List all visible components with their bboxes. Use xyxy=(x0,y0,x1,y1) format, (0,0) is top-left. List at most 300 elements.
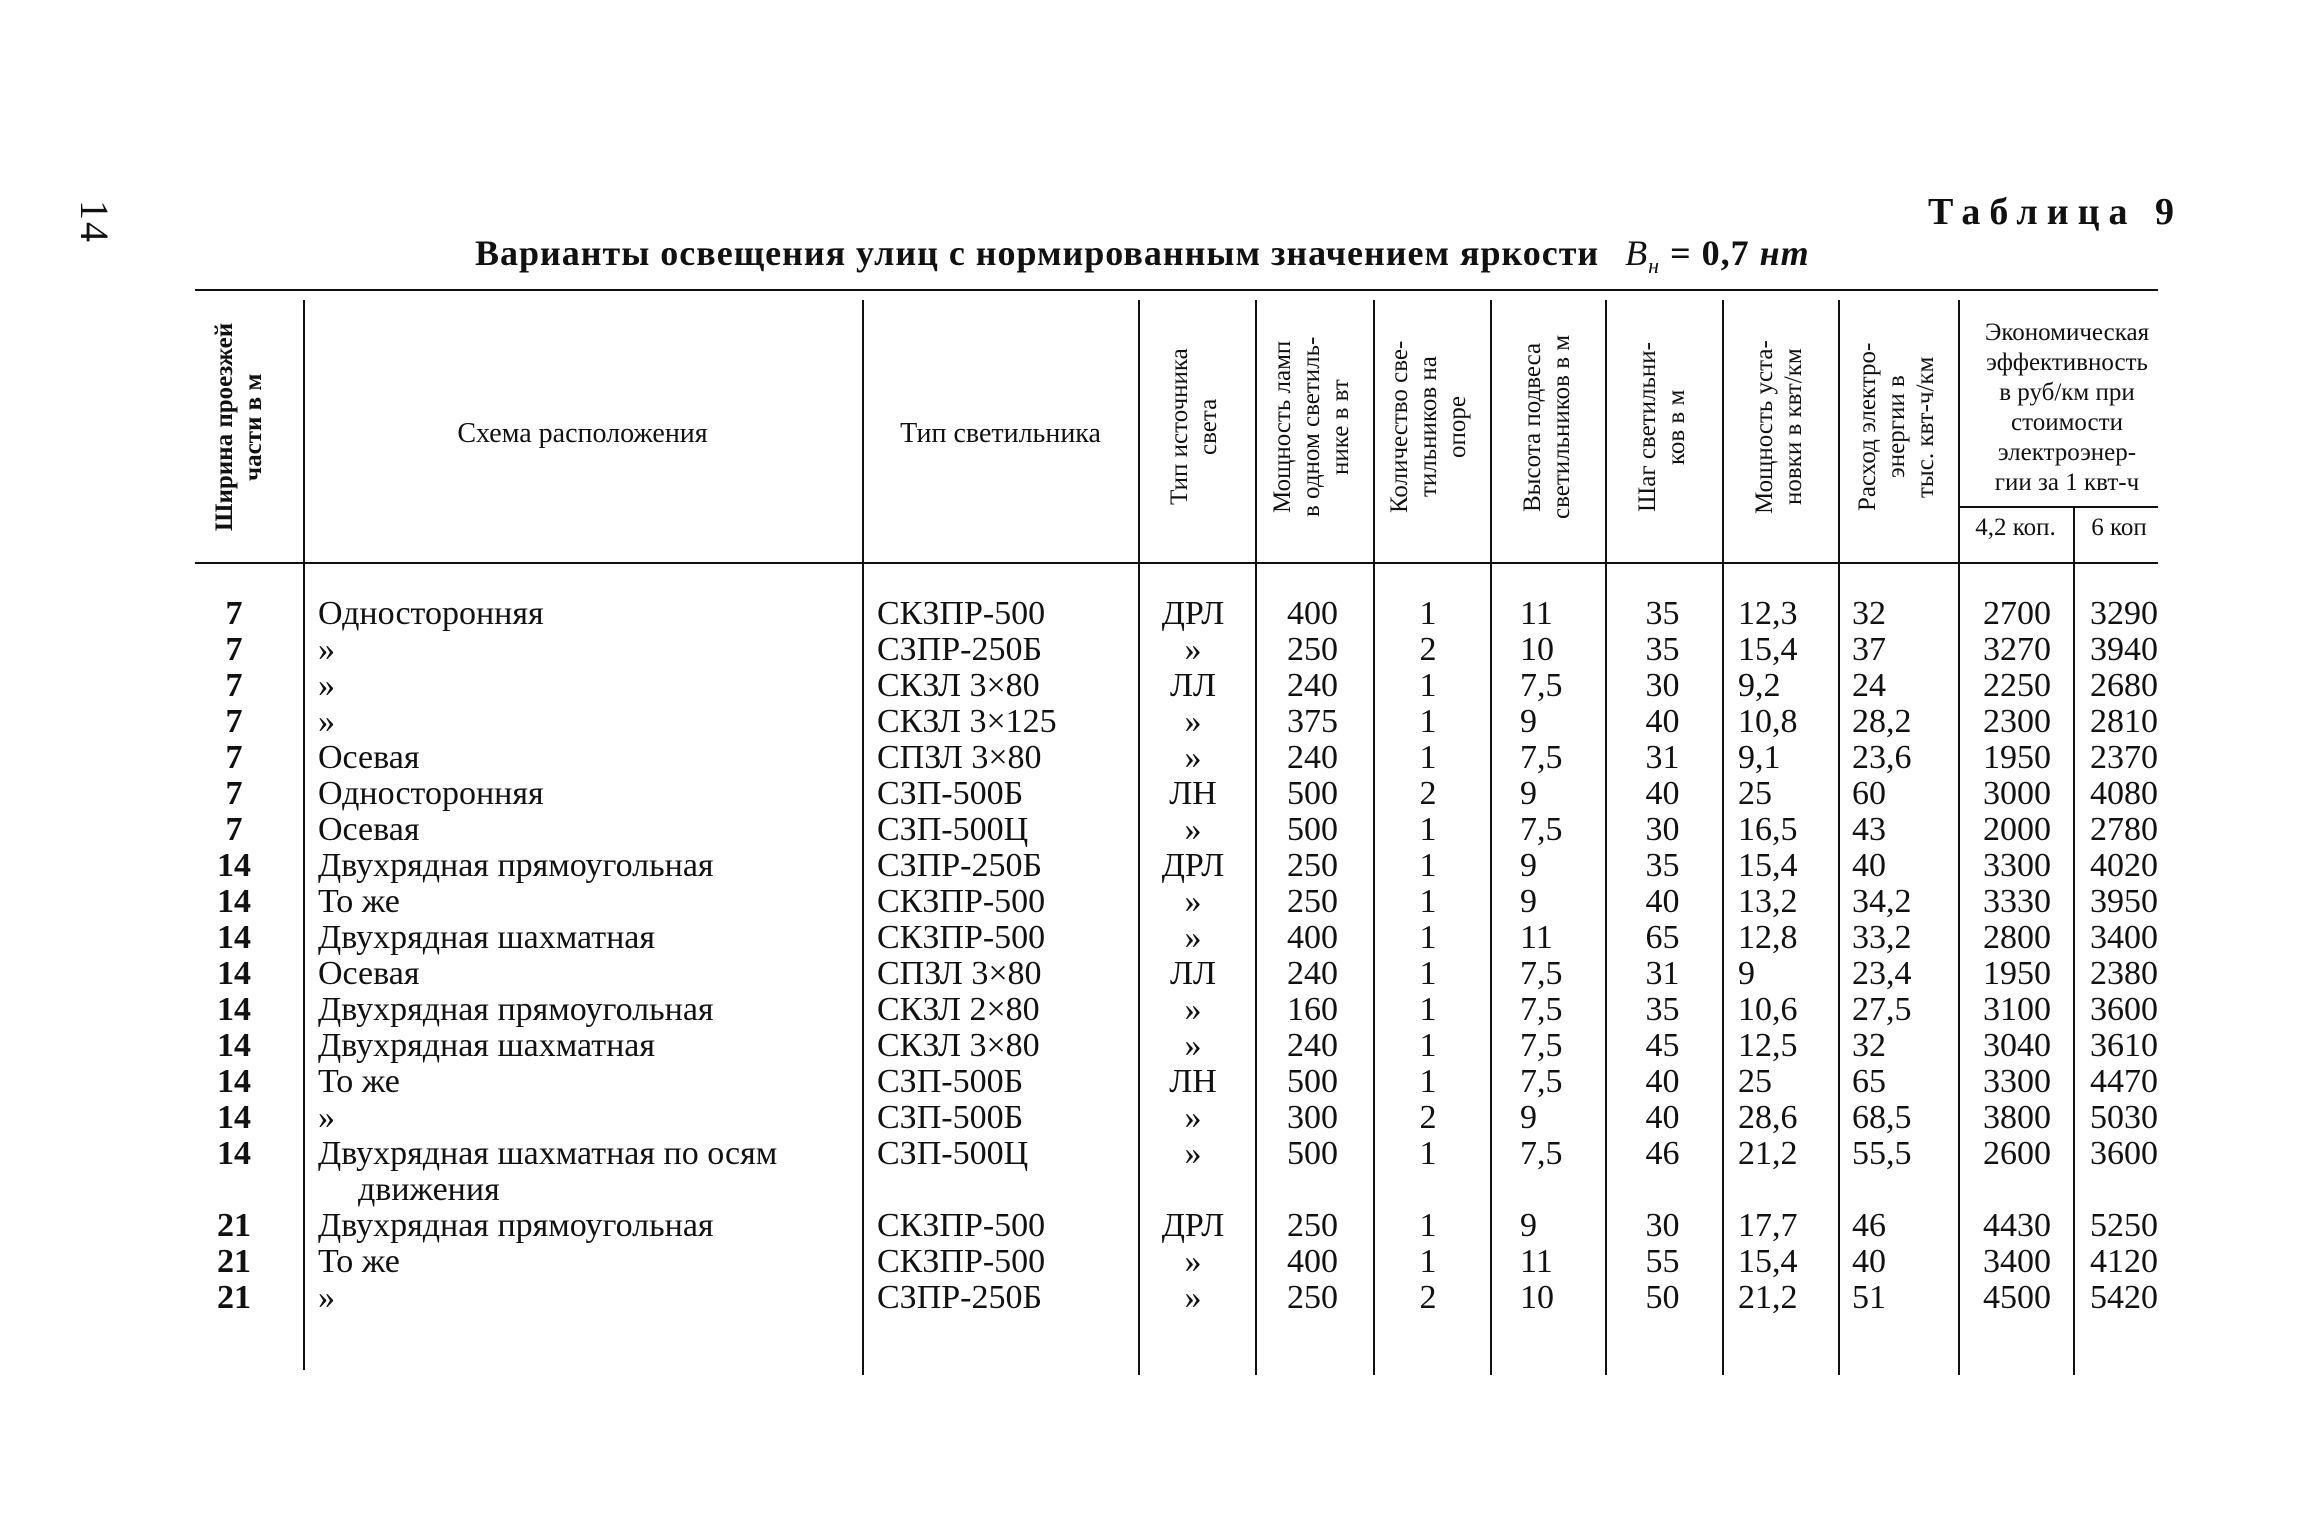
cell-step: 30 xyxy=(1645,667,1680,704)
cell-count: 1 xyxy=(1419,1135,1437,1172)
page-number: 14 xyxy=(72,200,117,244)
cell-install: 9,1 xyxy=(1738,739,1781,776)
cell-count: 1 xyxy=(1419,739,1437,776)
cell-install: 9,2 xyxy=(1738,667,1781,704)
header-install-line: Мощность уста- xyxy=(1751,340,1778,514)
cell-consumption: 23,4 xyxy=(1852,955,1912,992)
cell-height: 9 xyxy=(1520,1207,1537,1244)
cell-count: 2 xyxy=(1419,1279,1437,1316)
header-height-line: светильников в м xyxy=(1548,334,1575,520)
cell-install: 15,4 xyxy=(1738,847,1798,884)
cell-consumption: 43 xyxy=(1852,811,1886,848)
cell-econ-6: 5420 xyxy=(2090,1279,2158,1316)
cell-consumption: 40 xyxy=(1852,847,1886,884)
cell-econ-42: 3330 xyxy=(1983,883,2051,920)
cell-height: 7,5 xyxy=(1520,1135,1563,1172)
header-bottom-rule xyxy=(195,562,2158,564)
cell-econ-6: 3600 xyxy=(2090,991,2158,1028)
cell-fixture: СКЗЛ 3×80 xyxy=(877,667,1040,704)
cell-scheme: » xyxy=(318,667,335,704)
cell-econ-42: 3270 xyxy=(1983,631,2051,668)
cell-scheme: Осевая xyxy=(318,811,420,848)
cell-source: » xyxy=(1184,1243,1202,1280)
header-consumption-line: тыс. квт-ч/км xyxy=(1912,356,1939,498)
cell-consumption: 23,6 xyxy=(1852,739,1912,776)
cell-power: 250 xyxy=(1287,883,1338,920)
formula-subscript: н xyxy=(1648,253,1661,279)
cell-power: 240 xyxy=(1287,739,1338,776)
header-power-line: в одном светиль- xyxy=(1298,336,1325,518)
cell-install: 25 xyxy=(1738,1063,1772,1100)
cell-height: 10 xyxy=(1520,1279,1554,1316)
cell-height: 10 xyxy=(1520,631,1554,668)
cell-econ-42: 2800 xyxy=(1983,919,2051,956)
cell-width: 7 xyxy=(225,703,243,740)
cell-height: 9 xyxy=(1520,883,1537,920)
cell-install: 9 xyxy=(1738,955,1755,992)
cell-econ-42: 3300 xyxy=(1983,847,2051,884)
cell-fixture: СКЗЛ 2×80 xyxy=(877,991,1040,1028)
cell-source: » xyxy=(1184,991,1202,1028)
cell-econ-6: 3610 xyxy=(2090,1027,2158,1064)
cell-install: 21,2 xyxy=(1738,1279,1798,1316)
table-row xyxy=(0,1208,2303,1244)
header-install-line: новки в квт/км xyxy=(1780,348,1807,506)
cell-step: 31 xyxy=(1645,955,1680,992)
cell-source: » xyxy=(1184,883,1202,920)
cell-fixture: СКЗПР-500 xyxy=(877,595,1046,632)
cell-econ-6: 4080 xyxy=(2090,775,2158,812)
cell-scheme: Осевая xyxy=(318,739,420,776)
cell-consumption: 24 xyxy=(1852,667,1886,704)
cell-install: 10,6 xyxy=(1738,991,1798,1028)
table-row xyxy=(0,740,2303,776)
cell-econ-6: 2680 xyxy=(2090,667,2158,704)
cell-power: 400 xyxy=(1287,595,1338,632)
cell-econ-42: 2000 xyxy=(1983,811,2051,848)
title-text: Варианты освещения улиц с нормированным значением яркости xyxy=(475,233,1600,273)
cell-count: 1 xyxy=(1419,1027,1437,1064)
cell-scheme: Двухрядная прямоугольная xyxy=(318,991,714,1028)
cell-count: 1 xyxy=(1419,919,1437,956)
cell-count: 1 xyxy=(1419,1063,1437,1100)
cell-height: 7,5 xyxy=(1520,991,1563,1028)
cell-height: 7,5 xyxy=(1520,811,1563,848)
cell-width: 14 xyxy=(217,955,251,992)
cell-fixture: СЗПР-250Б xyxy=(877,847,1043,884)
header-economic-line: Экономическая xyxy=(1984,319,2150,346)
table-row xyxy=(0,992,2303,1028)
cell-power: 250 xyxy=(1287,631,1338,668)
cell-econ-6: 2810 xyxy=(2090,703,2158,740)
cell-scheme: Двухрядная прямоугольная xyxy=(318,1207,714,1244)
cell-scheme-line: Двухрядная шахматная по осям xyxy=(318,1135,778,1172)
header-width xyxy=(210,298,268,556)
cell-step: 31 xyxy=(1645,739,1680,776)
cell-econ-42: 3000 xyxy=(1983,775,2051,812)
cell-fixture: СКЗЛ 3×125 xyxy=(877,703,1057,740)
cell-step: 55 xyxy=(1645,1243,1680,1280)
cell-step: 65 xyxy=(1645,919,1680,956)
cell-install: 13,2 xyxy=(1738,883,1798,920)
cell-econ-42: 2700 xyxy=(1983,595,2051,632)
header-height-line: Высота подвеса xyxy=(1519,342,1546,512)
cell-econ-6: 2380 xyxy=(2090,955,2158,992)
cell-power: 250 xyxy=(1287,847,1338,884)
table-row xyxy=(0,668,2303,704)
cell-install: 10,8 xyxy=(1738,703,1798,740)
cell-source: » xyxy=(1184,1027,1202,1064)
cell-fixture: СЗПР-250Б xyxy=(877,1279,1043,1316)
cell-install: 15,4 xyxy=(1738,1243,1798,1280)
table-row xyxy=(0,848,2303,884)
cell-power: 240 xyxy=(1287,955,1338,992)
header-height xyxy=(1518,298,1576,556)
cell-install: 12,5 xyxy=(1738,1027,1798,1064)
cell-fixture: СЗП-500Ц xyxy=(877,811,1029,848)
cell-power: 500 xyxy=(1287,775,1338,812)
formula-value: = 0,7 xyxy=(1670,233,1750,273)
cell-count: 1 xyxy=(1419,1243,1437,1280)
cell-height: 7,5 xyxy=(1520,1063,1563,1100)
cell-width: 7 xyxy=(225,631,243,668)
cell-fixture: СЗП-500Б xyxy=(877,775,1024,812)
cell-scheme: То же xyxy=(318,883,400,920)
cell-step: 46 xyxy=(1645,1135,1680,1172)
header-price-2: 6 коп xyxy=(2091,514,2147,541)
cell-step: 40 xyxy=(1645,883,1680,920)
cell-install: 28,6 xyxy=(1738,1099,1798,1136)
cell-source: » xyxy=(1184,739,1202,776)
cell-consumption: 46 xyxy=(1852,1207,1886,1244)
cell-install: 21,2 xyxy=(1738,1135,1798,1172)
cell-install: 15,4 xyxy=(1738,631,1798,668)
economic-subheader-rule xyxy=(1958,506,2158,508)
table-row xyxy=(0,1028,2303,1064)
cell-power: 240 xyxy=(1287,667,1338,704)
header-count-line: Количество све- xyxy=(1386,340,1413,514)
cell-consumption: 55,5 xyxy=(1852,1135,1912,1172)
cell-width: 7 xyxy=(225,739,243,776)
cell-power: 500 xyxy=(1287,1135,1338,1172)
table-row xyxy=(0,1064,2303,1100)
cell-scheme: Двухрядная шахматная xyxy=(318,1027,655,1064)
table-label: Таблица 9 xyxy=(1927,191,2183,233)
cell-source: » xyxy=(1184,1135,1202,1172)
cell-count: 2 xyxy=(1419,631,1437,668)
header-count-line: тильников на xyxy=(1415,356,1442,498)
cell-scheme: Двухрядная прямоугольная xyxy=(318,847,714,884)
table-body xyxy=(0,596,2303,1316)
cell-econ-42: 4430 xyxy=(1983,1207,2051,1244)
cell-step: 35 xyxy=(1645,631,1680,668)
cell-source: » xyxy=(1184,703,1202,740)
cell-power: 400 xyxy=(1287,919,1338,956)
header-step xyxy=(1633,298,1691,556)
cell-count: 1 xyxy=(1419,991,1437,1028)
cell-econ-6: 5030 xyxy=(2090,1099,2158,1136)
header-price-1: 4,2 коп. xyxy=(1975,514,2056,541)
cell-econ-6: 3400 xyxy=(2090,919,2158,956)
cell-source: ЛН xyxy=(1169,1063,1217,1100)
header-install xyxy=(1750,298,1808,556)
cell-consumption: 60 xyxy=(1852,775,1886,812)
cell-econ-6: 4120 xyxy=(2090,1243,2158,1280)
cell-econ-42: 3100 xyxy=(1983,991,2051,1028)
cell-econ-6: 4020 xyxy=(2090,847,2158,884)
cell-consumption: 28,2 xyxy=(1852,703,1912,740)
cell-width: 7 xyxy=(225,811,243,848)
cell-scheme: Односторонняя xyxy=(318,775,544,812)
cell-height: 11 xyxy=(1520,595,1553,632)
cell-fixture: СКЗПР-500 xyxy=(877,1207,1046,1244)
cell-count: 1 xyxy=(1419,703,1437,740)
cell-install: 12,8 xyxy=(1738,919,1798,956)
header-source-line: Тип источника xyxy=(1166,348,1193,506)
header-economic xyxy=(1962,318,2172,498)
cell-econ-6: 3950 xyxy=(2090,883,2158,920)
cell-power: 500 xyxy=(1287,811,1338,848)
cell-econ-6: 3600 xyxy=(2090,1135,2158,1172)
cell-count: 2 xyxy=(1419,775,1437,812)
cell-source: ЛЛ xyxy=(1169,667,1217,704)
cell-source: » xyxy=(1184,919,1202,956)
cell-power: 240 xyxy=(1287,1027,1338,1064)
cell-width: 14 xyxy=(217,1063,251,1100)
cell-width: 21 xyxy=(217,1279,251,1316)
cell-step: 40 xyxy=(1645,775,1680,812)
header-source-line: света xyxy=(1195,398,1222,456)
cell-width: 14 xyxy=(217,1135,251,1172)
table-row xyxy=(0,1136,2303,1208)
cell-install: 12,3 xyxy=(1738,595,1798,632)
cell-height: 7,5 xyxy=(1520,739,1563,776)
cell-height: 9 xyxy=(1520,1099,1537,1136)
cell-step: 35 xyxy=(1645,595,1680,632)
header-source xyxy=(1165,298,1223,556)
cell-scheme: » xyxy=(318,1279,335,1316)
table-row xyxy=(0,632,2303,668)
cell-fixture: СЗП-500Б xyxy=(877,1099,1024,1136)
cell-step: 30 xyxy=(1645,811,1680,848)
cell-install: 25 xyxy=(1738,775,1772,812)
cell-count: 1 xyxy=(1419,667,1437,704)
cell-scheme: » xyxy=(318,703,335,740)
cell-source: ДРЛ xyxy=(1161,1207,1225,1244)
cell-econ-42: 1950 xyxy=(1983,955,2051,992)
cell-power: 300 xyxy=(1287,1099,1338,1136)
cell-consumption: 27,5 xyxy=(1852,991,1912,1028)
cell-scheme: То же xyxy=(318,1063,400,1100)
cell-econ-42: 3800 xyxy=(1983,1099,2051,1136)
table-row xyxy=(0,920,2303,956)
cell-count: 1 xyxy=(1419,955,1437,992)
header-step-line: Шаг светильни- xyxy=(1634,342,1661,512)
cell-source: ЛН xyxy=(1169,775,1217,812)
table-row xyxy=(0,776,2303,812)
cell-econ-42: 2250 xyxy=(1983,667,2051,704)
header-economic-line: эффективность xyxy=(1986,349,2148,376)
header-consumption-line: Расход электро- xyxy=(1854,342,1881,512)
formula-unit: нт xyxy=(1759,233,1810,273)
header-fixture: Тип светильника xyxy=(900,418,1101,449)
header-width-line: Ширина проезжей xyxy=(211,322,238,532)
cell-width: 14 xyxy=(217,1099,251,1136)
cell-consumption: 37 xyxy=(1852,631,1886,668)
cell-count: 1 xyxy=(1419,811,1437,848)
cell-source: ЛЛ xyxy=(1169,955,1217,992)
cell-step: 35 xyxy=(1645,847,1680,884)
cell-install: 17,7 xyxy=(1738,1207,1798,1244)
cell-source: » xyxy=(1184,1279,1202,1316)
header-count xyxy=(1385,298,1472,556)
cell-count: 1 xyxy=(1419,1207,1437,1244)
header-economic-line: электроэнер- xyxy=(1997,439,2137,466)
cell-power: 375 xyxy=(1287,703,1338,740)
cell-width: 14 xyxy=(217,991,251,1028)
cell-fixture: СЗПР-250Б xyxy=(877,631,1043,668)
cell-scheme: » xyxy=(318,631,335,668)
cell-power: 400 xyxy=(1287,1243,1338,1280)
table-row xyxy=(0,1100,2303,1136)
cell-consumption: 68,5 xyxy=(1852,1099,1912,1136)
table-row xyxy=(0,1244,2303,1280)
cell-scheme: Односторонняя xyxy=(318,595,544,632)
cell-width: 14 xyxy=(217,847,251,884)
cell-power: 250 xyxy=(1287,1279,1338,1316)
table-title xyxy=(475,232,1810,279)
cell-scheme: » xyxy=(318,1099,335,1136)
cell-fixture: СПЗЛ 3×80 xyxy=(877,739,1042,776)
cell-consumption: 34,2 xyxy=(1852,883,1912,920)
cell-width: 7 xyxy=(225,595,243,632)
formula-symbol: B xyxy=(1625,233,1649,273)
cell-econ-42: 2300 xyxy=(1983,703,2051,740)
cell-fixture: СКЗПР-500 xyxy=(877,883,1046,920)
cell-econ-6: 3290 xyxy=(2090,595,2158,632)
cell-econ-6: 3940 xyxy=(2090,631,2158,668)
cell-fixture: СЗП-500Б xyxy=(877,1063,1024,1100)
cell-height: 7,5 xyxy=(1520,955,1563,992)
header-economic-line: гии за 1 квт-ч xyxy=(1994,469,2140,496)
cell-source: ДРЛ xyxy=(1161,847,1225,884)
cell-step: 30 xyxy=(1645,1207,1680,1244)
table-row xyxy=(0,812,2303,848)
header-step-line: ков в м xyxy=(1663,389,1690,465)
table-row xyxy=(0,704,2303,740)
cell-scheme: То же xyxy=(318,1243,400,1280)
cell-consumption: 32 xyxy=(1852,595,1886,632)
header-economic-line: стоимости xyxy=(2011,409,2123,436)
cell-height: 11 xyxy=(1520,919,1553,956)
cell-step: 40 xyxy=(1645,1063,1680,1100)
header-power-line: Мощность ламп xyxy=(1269,340,1296,514)
cell-width: 14 xyxy=(217,883,251,920)
cell-econ-6: 2370 xyxy=(2090,739,2158,776)
cell-econ-42: 3300 xyxy=(1983,1063,2051,1100)
header-economic-line: в руб/км при xyxy=(1999,379,2135,406)
cell-consumption: 33,2 xyxy=(1852,919,1912,956)
cell-width: 21 xyxy=(217,1243,251,1280)
cell-source: » xyxy=(1184,811,1202,848)
cell-fixture: СКЗПР-500 xyxy=(877,919,1046,956)
cell-width: 7 xyxy=(225,667,243,704)
header-width-line: части в м xyxy=(240,373,267,481)
cell-width: 21 xyxy=(217,1207,251,1244)
cell-step: 40 xyxy=(1645,703,1680,740)
cell-source: » xyxy=(1184,1099,1202,1136)
table-row xyxy=(0,1280,2303,1316)
cell-height: 11 xyxy=(1520,1243,1553,1280)
header-power xyxy=(1268,298,1355,556)
cell-power: 500 xyxy=(1287,1063,1338,1100)
cell-consumption: 51 xyxy=(1852,1279,1886,1316)
cell-econ-42: 1950 xyxy=(1983,739,2051,776)
cell-height: 9 xyxy=(1520,847,1537,884)
cell-scheme xyxy=(318,1136,863,1208)
cell-econ-42: 3400 xyxy=(1983,1243,2051,1280)
cell-fixture: СКЗПР-500 xyxy=(877,1243,1046,1280)
header-consumption xyxy=(1853,298,1940,556)
cell-power: 250 xyxy=(1287,1207,1338,1244)
cell-width: 14 xyxy=(217,1027,251,1064)
cell-height: 7,5 xyxy=(1520,667,1563,704)
cell-count: 1 xyxy=(1419,595,1437,632)
header-count-line: опоре xyxy=(1444,396,1471,458)
cell-econ-42: 3040 xyxy=(1983,1027,2051,1064)
cell-consumption: 40 xyxy=(1852,1243,1886,1280)
cell-econ-42: 4500 xyxy=(1983,1279,2051,1316)
cell-fixture: СЗП-500Ц xyxy=(877,1135,1029,1172)
cell-install: 16,5 xyxy=(1738,811,1798,848)
cell-econ-6: 2780 xyxy=(2090,811,2158,848)
cell-height: 7,5 xyxy=(1520,1027,1563,1064)
cell-width: 7 xyxy=(225,775,243,812)
cell-consumption: 65 xyxy=(1852,1063,1886,1100)
cell-height: 9 xyxy=(1520,703,1537,740)
cell-power: 160 xyxy=(1287,991,1338,1028)
cell-step: 50 xyxy=(1645,1279,1680,1316)
cell-fixture: СПЗЛ 3×80 xyxy=(877,955,1042,992)
cell-scheme: Осевая xyxy=(318,955,420,992)
cell-econ-6: 5250 xyxy=(2090,1207,2158,1244)
cell-econ-42: 2600 xyxy=(1983,1135,2051,1172)
brightness-formula xyxy=(1625,233,1661,279)
table-row xyxy=(0,884,2303,920)
cell-econ-6: 4470 xyxy=(2090,1063,2158,1100)
cell-step: 35 xyxy=(1645,991,1680,1028)
table-row xyxy=(0,956,2303,992)
cell-fixture: СКЗЛ 3×80 xyxy=(877,1027,1040,1064)
cell-step: 45 xyxy=(1645,1027,1680,1064)
header-power-line: нике в вт xyxy=(1327,379,1354,475)
cell-count: 1 xyxy=(1419,847,1437,884)
cell-source: » xyxy=(1184,631,1202,668)
table-top-rule xyxy=(195,289,2158,291)
cell-count: 2 xyxy=(1419,1099,1437,1136)
cell-consumption: 32 xyxy=(1852,1027,1886,1064)
cell-step: 40 xyxy=(1645,1099,1680,1136)
cell-scheme-continuation: движения xyxy=(358,1171,500,1208)
cell-count: 1 xyxy=(1419,883,1437,920)
cell-width: 14 xyxy=(217,919,251,956)
header-scheme: Схема расположения xyxy=(457,418,708,449)
cell-height: 9 xyxy=(1520,775,1537,812)
table-row xyxy=(0,596,2303,632)
cell-source: ДРЛ xyxy=(1161,595,1225,632)
header-consumption-line: энергии в xyxy=(1883,375,1910,479)
cell-scheme: Двухрядная шахматная xyxy=(318,919,655,956)
